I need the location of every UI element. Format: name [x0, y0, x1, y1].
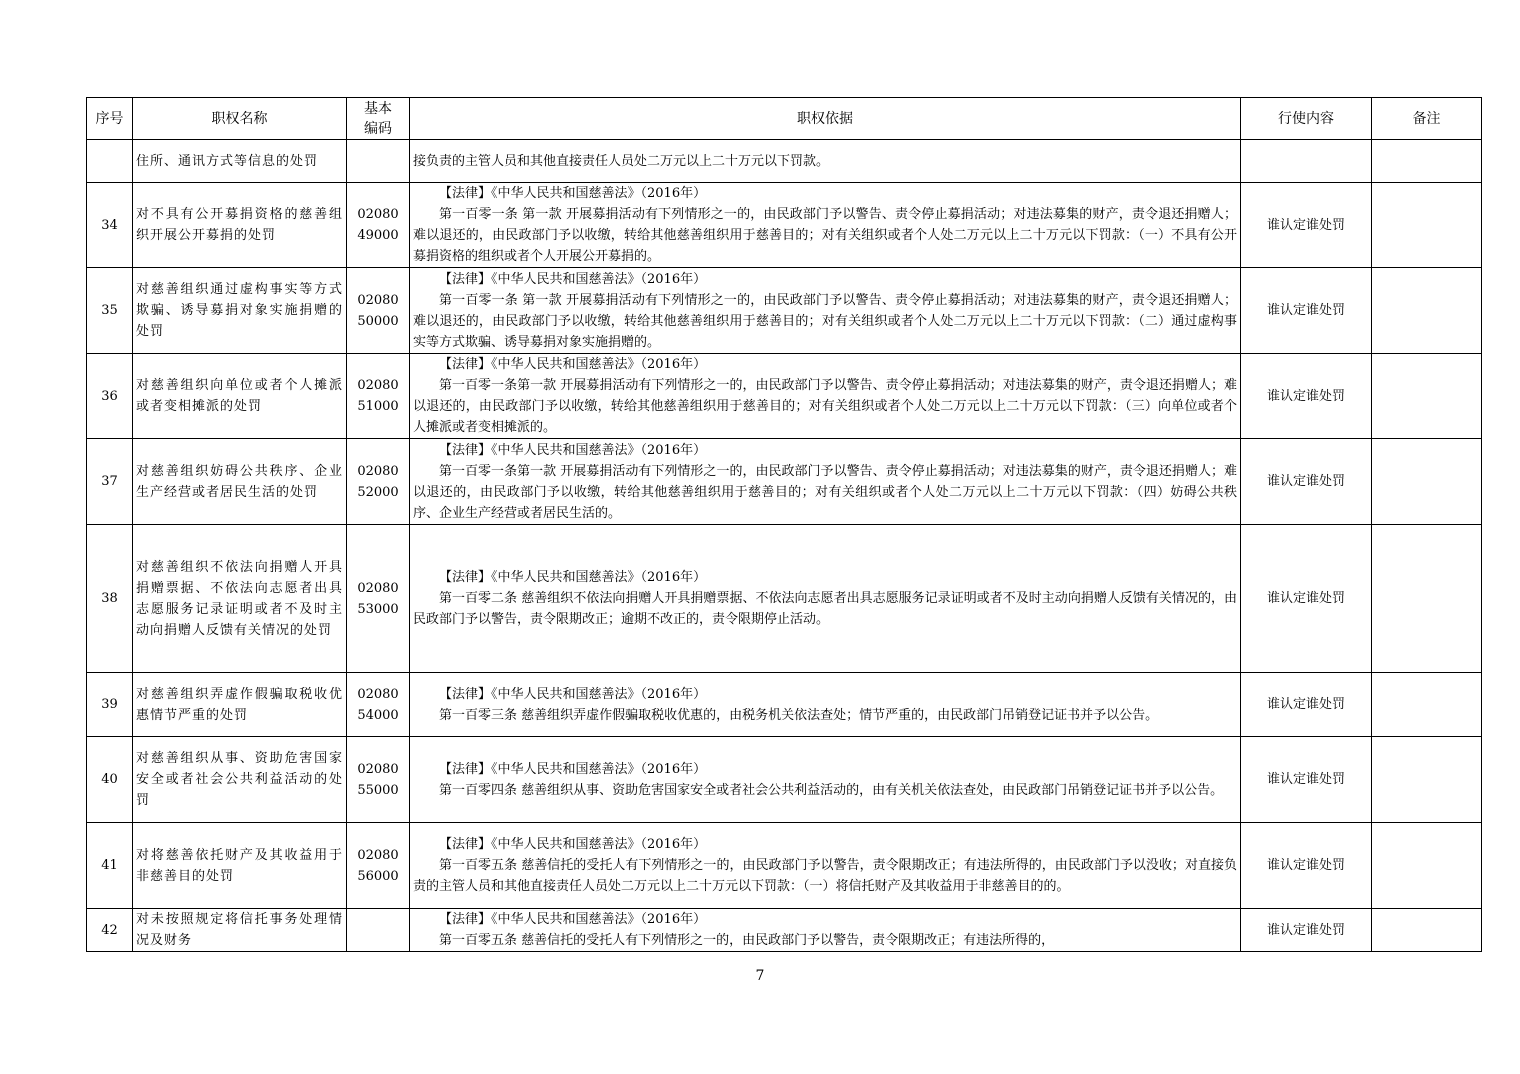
basis-article-text: 第一百零二条 慈善组织不依法向捐赠人开具捐赠票据、不依法向志愿者出具志愿服务记录证明或者不及时主动向捐赠人反馈有关情况的，由民政部门予以警告，责令限期改正；逾期不改正的，责令限期停止活动。	[413, 591, 1237, 627]
row-seq	[87, 140, 133, 183]
header-name: 职权名称	[133, 98, 347, 140]
row-code-text: 0208054000	[357, 686, 399, 723]
row-remark	[1372, 673, 1482, 737]
row-remark	[1372, 268, 1482, 354]
row-remark	[1372, 354, 1482, 439]
row-name: 住所、通讯方式等信息的处罚	[133, 140, 347, 183]
row-content: 谁认定谁处罚	[1241, 909, 1372, 952]
basis-article-text: 第一百零一条 第一款 开展募捐活动有下列情形之一的，由民政部门予以警告、责令停止募捐活动；对违法募集的财产，责令退还捐赠人；难以退还的，由民政部门予以收缴，转给其他慈善组织用于慈善目的；对有关组织或者个人处二万元以上二十万元以下罚款：（一）不具有公开募捐资格的组织或者个人开展公开募捐的。	[413, 207, 1237, 264]
row-code	[347, 183, 410, 268]
basis-law-title: 接负责的主管人员和其他直接责任人员处二万元以上二十万元以下罚款。	[413, 153, 830, 169]
row-seq: 41	[87, 823, 133, 909]
row-seq: 37	[87, 439, 133, 525]
row-basis	[410, 183, 1241, 268]
row-code-text: 0208050000	[357, 292, 399, 329]
row-content: 谁认定谁处罚	[1241, 823, 1372, 909]
row-content: 谁认定谁处罚	[1241, 525, 1372, 673]
header-seq: 序号	[87, 98, 133, 140]
row-name: 对慈善组织不依法向捐赠人开具捐赠票据、不依法向志愿者出具志愿服务记录证明或者不及时主动向捐赠人反馈有关情况的处罚	[133, 525, 347, 673]
row-name: 对慈善组织从事、资助危害国家安全或者社会公共利益活动的处罚	[133, 737, 347, 823]
table-row	[87, 673, 1482, 737]
row-seq: 35	[87, 268, 133, 354]
table-row	[87, 268, 1482, 354]
row-content	[1241, 140, 1372, 183]
basis-law-title: 【法律】《中华人民共和国慈善法》（2016年）	[439, 912, 707, 927]
header-code: 基本编码	[347, 98, 410, 140]
basis-article-text: 第一百零四条 慈善组织从事、资助危害国家安全或者社会公共利益活动的，由有关机关依法查处，由民政部门吊销登记证书并予以公告。	[439, 782, 1224, 798]
basis-law-title: 【法律】《中华人民共和国慈善法》（2016年）	[439, 442, 707, 458]
row-code-text: 0208056000	[357, 847, 399, 884]
row-code	[347, 737, 410, 823]
basis-article-text: 第一百零五条 慈善信托的受托人有下列情形之一的，由民政部门予以警告，责令限期改正；有违法所得的，由民政部门予以没收；对直接负责的主管人员和其他直接责任人员处二万元以上二十万元以下罚款：（一）将信托财产及其收益用于非慈善目的的。	[413, 858, 1237, 894]
row-basis	[410, 737, 1241, 823]
table-row	[87, 737, 1482, 823]
row-seq: 42	[87, 909, 133, 952]
header-basis: 职权依据	[410, 98, 1241, 140]
basis-law-title: 【法律】《中华人民共和国慈善法》（2016年）	[439, 570, 707, 585]
row-basis	[410, 525, 1241, 673]
row-code	[347, 525, 410, 673]
row-code-text: 0208055000	[357, 761, 399, 798]
table-header-row	[87, 98, 1482, 140]
row-code	[347, 909, 410, 952]
powers-table	[86, 97, 1482, 952]
row-content: 谁认定谁处罚	[1241, 439, 1372, 525]
row-code-text: 0208049000	[357, 207, 399, 243]
table-row	[87, 823, 1482, 909]
row-basis	[410, 909, 1241, 952]
basis-law-title: 【法律】《中华人民共和国慈善法》（2016年）	[439, 357, 707, 372]
basis-law-title: 【法律】《中华人民共和国慈善法》（2016年）	[439, 686, 707, 702]
row-remark	[1372, 823, 1482, 909]
row-content: 谁认定谁处罚	[1241, 183, 1372, 268]
table-row	[87, 140, 1482, 183]
table-row	[87, 909, 1482, 952]
basis-law-title: 【法律】《中华人民共和国慈善法》（2016年）	[439, 837, 707, 852]
row-basis	[410, 823, 1241, 909]
row-remark	[1372, 737, 1482, 823]
table-row	[87, 354, 1482, 439]
row-code	[347, 673, 410, 737]
header-remark: 备注	[1372, 98, 1482, 140]
row-code-text: 0208053000	[357, 580, 399, 617]
row-code	[347, 823, 410, 909]
row-name: 对慈善组织通过虚构事实等方式欺骗、诱导募捐对象实施捐赠的处罚	[133, 268, 347, 354]
row-basis	[410, 140, 1241, 183]
row-name: 对不具有公开募捐资格的慈善组织开展公开募捐的处罚	[133, 183, 347, 268]
row-remark	[1372, 140, 1482, 183]
row-code-text: 0208052000	[357, 463, 399, 500]
row-basis	[410, 268, 1241, 354]
table-row	[87, 183, 1482, 268]
basis-law-title: 【法律】《中华人民共和国慈善法》（2016年）	[439, 186, 707, 201]
basis-article-text: 第一百零三条 慈善组织弄虚作假骗取税收优惠的，由税务机关依法查处；情节严重的，由民政部门吊销登记证书并予以公告。	[439, 707, 1159, 723]
row-basis	[410, 673, 1241, 737]
row-seq: 38	[87, 525, 133, 673]
row-code-text: 0208051000	[357, 378, 399, 414]
row-code	[347, 354, 410, 439]
row-name: 对慈善组织向单位或者个人摊派或者变相摊派的处罚	[133, 354, 347, 439]
row-name: 对慈善组织弄虚作假骗取税收优惠情节严重的处罚	[133, 673, 347, 737]
basis-article-text: 第一百零一条第一款 开展募捐活动有下列情形之一的，由民政部门予以警告、责令停止募捐活动；对违法募集的财产，责令退还捐赠人；难以退还的，由民政部门予以收缴，转给其他慈善组织用于慈善目的；对有关组织或者个人处二万元以上二十万元以下罚款：（四）妨碍公共秩序、企业生产经营或者居民生活的。	[413, 463, 1237, 521]
table-row	[87, 525, 1482, 673]
row-content: 谁认定谁处罚	[1241, 268, 1372, 354]
basis-article-text: 第一百零五条 慈善信托的受托人有下列情形之一的，由民政部门予以警告，责令限期改正；有违法所得的，	[439, 933, 1055, 948]
row-seq: 39	[87, 673, 133, 737]
row-basis	[410, 354, 1241, 439]
row-content: 谁认定谁处罚	[1241, 354, 1372, 439]
row-code	[347, 268, 410, 354]
row-remark	[1372, 439, 1482, 525]
row-name: 对将慈善依托财产及其收益用于非慈善目的处罚	[133, 823, 347, 909]
row-name: 对慈善组织妨碍公共秩序、企业生产经营或者居民生活的处罚	[133, 439, 347, 525]
basis-article-text: 第一百零一条 第一款 开展募捐活动有下列情形之一的，由民政部门予以警告、责令停止募捐活动；对违法募集的财产，责令退还捐赠人；难以退还的，由民政部门予以收缴，转给其他慈善组织用于慈善目的；对有关组织或者个人处二万元以上二十万元以下罚款：（二）通过虚构事实等方式欺骗、诱导募捐对象实施捐赠的。	[413, 292, 1237, 350]
row-content: 谁认定谁处罚	[1241, 673, 1372, 737]
row-code	[347, 439, 410, 525]
page-number: 7	[755, 968, 765, 984]
row-seq: 34	[87, 183, 133, 268]
row-remark	[1372, 183, 1482, 268]
row-remark	[1372, 525, 1482, 673]
table-row	[87, 439, 1482, 525]
basis-law-title: 【法律】《中华人民共和国慈善法》（2016年）	[439, 761, 707, 777]
row-seq: 40	[87, 737, 133, 823]
basis-law-title: 【法律】《中华人民共和国慈善法》（2016年）	[439, 271, 707, 287]
basis-article-text: 第一百零一条第一款 开展募捐活动有下列情形之一的，由民政部门予以警告、责令停止募捐活动；对违法募集的财产，责令退还捐赠人；难以退还的，由民政部门予以收缴，转给其他慈善组织用于慈善目的；对有关组织或者个人处二万元以上二十万元以下罚款：（三）向单位或者个人摊派或者变相摊派的。	[413, 378, 1237, 435]
row-remark	[1372, 909, 1482, 952]
row-content: 谁认定谁处罚	[1241, 737, 1372, 823]
row-name: 对未按照规定将信托事务处理情况及财务	[133, 909, 347, 952]
header-content: 行使内容	[1241, 98, 1372, 140]
row-code	[347, 140, 410, 183]
row-basis	[410, 439, 1241, 525]
row-seq: 36	[87, 354, 133, 439]
